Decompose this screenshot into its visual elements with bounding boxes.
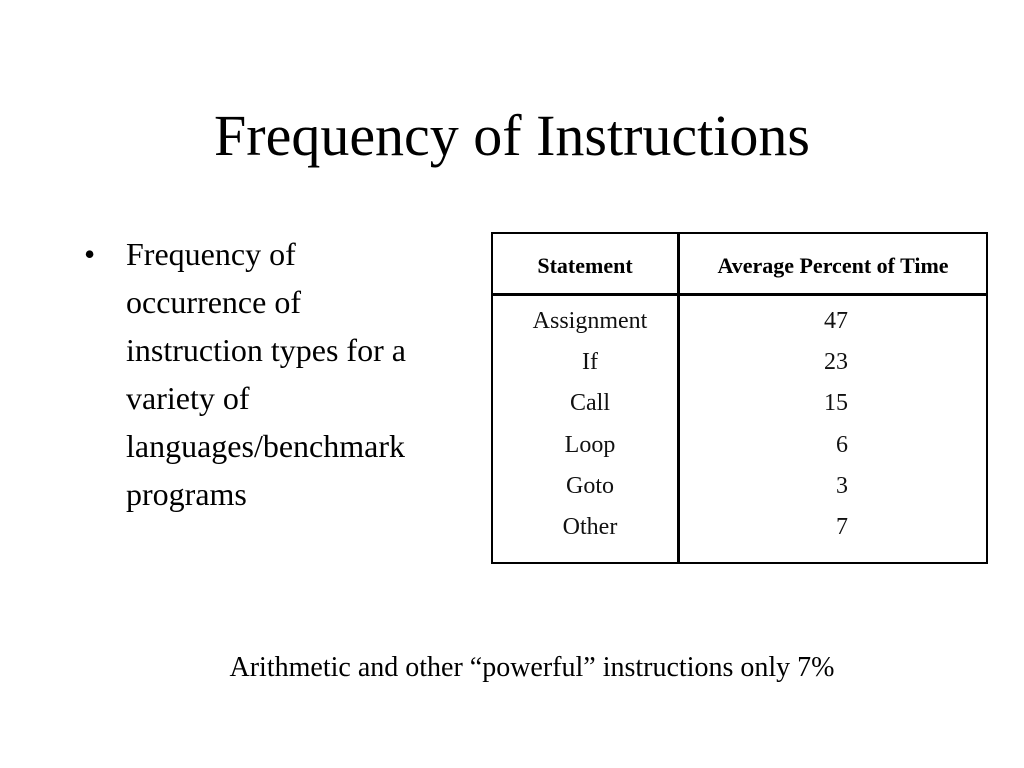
table-row: [493, 430, 986, 471]
table-header-row: [493, 234, 986, 296]
statement-cell: Assignment: [532, 308, 648, 334]
table-row: [493, 512, 986, 553]
percent-cell: 15: [824, 390, 848, 416]
table-row: [493, 471, 986, 512]
statement-cell: If: [582, 349, 598, 375]
statement-cell: Loop: [564, 432, 616, 458]
bullet-line: programs: [126, 476, 247, 512]
percent-cell: 6: [836, 432, 848, 458]
percent-cell: 23: [824, 349, 848, 375]
bullet-line: languages/benchmark: [126, 428, 405, 464]
table-row: [493, 388, 986, 429]
bullet-line: variety of: [126, 380, 250, 416]
bullet-line: occurrence of: [126, 284, 301, 320]
header-statement: Statement: [537, 253, 633, 278]
bullet-text: [126, 230, 486, 518]
percent-cell: 47: [824, 308, 848, 334]
slide-title: Frequency of Instructions: [214, 103, 810, 168]
statement-cell: Goto: [566, 473, 614, 499]
bullet-line: Frequency of: [126, 236, 296, 272]
statement-cell: Call: [570, 390, 610, 416]
percent-cell: 3: [836, 473, 848, 499]
statement-frequency-table: [491, 232, 988, 564]
bullet-marker: •: [84, 236, 96, 272]
percent-cell: 7: [836, 514, 848, 540]
table-row: [493, 347, 986, 388]
footer-note: Arithmetic and other “powerful” instructions only 7%: [229, 652, 835, 683]
bullet-line: instruction types for a: [126, 332, 406, 368]
header-average-percent: Average Percent of Time: [717, 253, 949, 278]
table-row: [493, 306, 986, 347]
statement-cell: Other: [562, 514, 618, 540]
